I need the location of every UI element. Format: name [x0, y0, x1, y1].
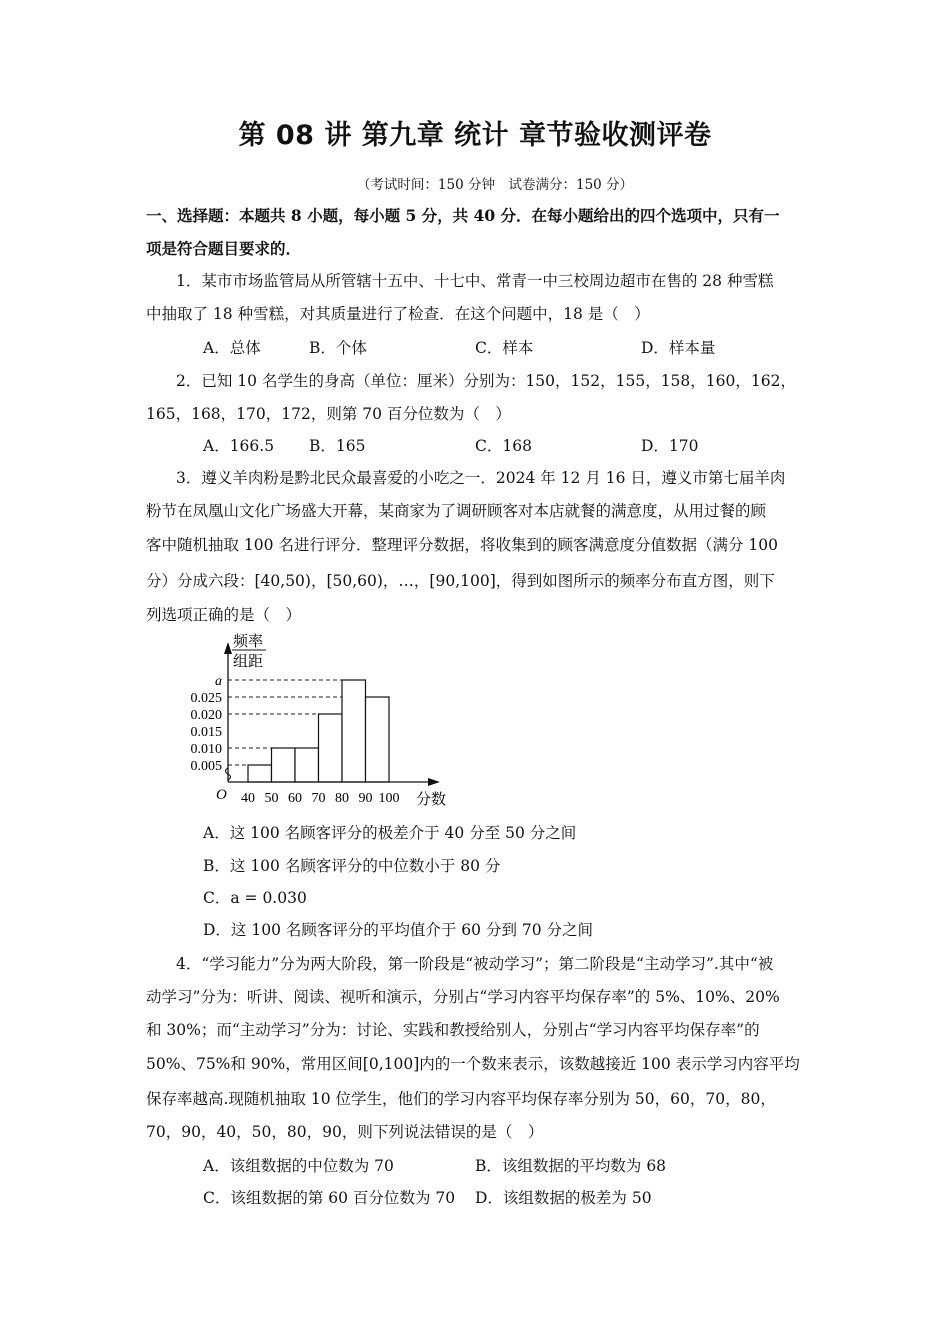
y-axis-label-numerator: 频率	[232, 634, 264, 650]
q2-option-c[interactable]: C．168	[475, 437, 532, 455]
histogram-bar	[342, 680, 366, 782]
y-tick-label: 0.010	[190, 742, 222, 757]
q4-stem-line3: 和 30%；而“主动学习”分为：讨论、实践和教授给别人，分别占“学习内容平均保存率”的	[146, 1021, 760, 1039]
q2-stem-line1: 2．已知 10 名学生的身高（单位：厘米）分别为：150，152，155，158，160，162，	[176, 372, 796, 390]
y-tick-label: 0.020	[190, 708, 222, 723]
q3-option-c[interactable]: C．a = 0.030	[203, 889, 307, 907]
q3-stem-line1: 3．遵义羊肉粉是黔北民众最喜爱的小吃之一．2024 年 12 月 16 日，遵义市第七届羊肉	[176, 469, 786, 487]
section-heading-line1: 一、选择题：本题共 8 小题，每小题 5 分，共 40 分．在每小题给出的四个选项中，只有一	[146, 206, 780, 225]
q4-option-c[interactable]: C．该组数据的第 60 百分位数为 70	[203, 1189, 456, 1207]
frequency-histogram	[170, 632, 460, 812]
origin-label: O	[216, 787, 227, 803]
q2-option-b[interactable]: B．165	[309, 437, 366, 455]
q3-option-a[interactable]: A．这 100 名顾客评分的极差介于 40 分至 50 分之间	[203, 824, 577, 842]
y-tick-label: a	[215, 674, 222, 689]
q3-option-d[interactable]: D．这 100 名顾客评分的平均值介于 60 分到 70 分之间	[203, 921, 594, 939]
q3-stem-line2: 粉节在凤凰山文化广场盛大开幕，某商家为了调研顾客对本店就餐的满意度，从用过餐的顾	[146, 502, 767, 520]
q3-stem-line4: 分）分成六段：[40,50)，[50,60)，…，[90,100]，得到如图所示的频率分布直方图，则下	[146, 572, 775, 590]
q3-stem-line5: 列选项正确的是（ ）	[146, 606, 302, 624]
q1-option-a[interactable]: A．总体	[203, 339, 261, 357]
x-tick-label: 90	[358, 791, 373, 806]
q4-stem-line1: 4．“学习能力”分为两大阶段，第一阶段是“被动学习”；第二阶段是“主动学习”.其中“被	[176, 955, 774, 973]
histogram-bar	[248, 765, 272, 782]
histogram-bar	[366, 697, 390, 782]
q4-option-a[interactable]: A．该组数据的中位数为 70	[203, 1157, 394, 1175]
q2-option-d[interactable]: D．170	[641, 437, 699, 455]
x-tick-label: 80	[335, 791, 349, 806]
q4-option-b[interactable]: B．该组数据的平均数为 68	[475, 1157, 667, 1175]
exam-info: （考试时间：150 分钟 试卷满分：150 分）	[356, 177, 634, 193]
histogram-layer	[191, 633, 447, 808]
y-tick-label: 0.025	[190, 691, 222, 706]
histogram-bar	[319, 714, 343, 782]
x-tick-label: 50	[264, 791, 279, 806]
y-axis-arrow	[224, 642, 232, 654]
q2-stem-line2: 165，168，170，172，则第 70 百分位数为（ ）	[146, 405, 511, 423]
x-tick-label: 60	[288, 791, 302, 806]
q1-option-b[interactable]: B．个体	[309, 339, 367, 357]
q2-option-a[interactable]: A．166.5	[203, 437, 275, 455]
q4-stem-line6: 70，90，40，50，80，90，则下列说法错误的是（ ）	[146, 1123, 544, 1141]
q3-stem-line3: 客中随机抽取 100 名进行评分．整理评分数据，将收集到的顾客满意度分值数据（满分 100	[146, 536, 778, 554]
section-heading-line2: 项是符合题目要求的．	[146, 239, 302, 258]
x-axis-arrow	[428, 778, 440, 786]
q4-stem-line5: 保存率越高.现随机抽取 10 位学生，他们的学习内容平均保存率分别为 50，60，70，80，	[146, 1090, 776, 1108]
x-tick-label: 40	[241, 791, 255, 806]
histogram-bar	[272, 748, 296, 782]
q1-stem-line2: 中抽取了 18 种雪糕，对其质量进行了检查．在这个问题中，18 是（ ）	[146, 305, 650, 323]
y-axis-label-denominator: 组距	[232, 654, 264, 670]
q4-stem-line4: 50%、75%和 90%，常用区间[0,100]内的一个数来表示，该数越接近 100 表示学习内容平均	[146, 1055, 800, 1073]
x-tick-label: 100	[378, 791, 400, 806]
q4-option-d[interactable]: D．该组数据的极差为 50	[475, 1189, 652, 1207]
x-axis-label: 分数	[416, 792, 447, 808]
q4-stem-line2: 动学习”分为：听讲、阅读、视听和演示，分别占“学习内容平均保存率”的 5%、10%、20%	[146, 988, 780, 1006]
x-tick-label: 70	[311, 791, 326, 806]
histogram-bar	[295, 748, 319, 782]
q1-option-d[interactable]: D．样本量	[641, 339, 716, 357]
page-title: 第 08 讲 第九章 统计 章节验收测评卷	[238, 120, 712, 151]
y-tick-label: 0.015	[190, 725, 222, 740]
q1-stem-line1: 1．某市市场监管局从所管辖十五中、十七中、常青一中三校周边超市在售的 28 种雪糕	[176, 272, 774, 290]
q3-option-b[interactable]: B．这 100 名顾客评分的中位数小于 80 分	[203, 857, 501, 875]
y-tick-label: 0.005	[190, 759, 222, 774]
q1-option-c[interactable]: C．样本	[475, 339, 534, 357]
